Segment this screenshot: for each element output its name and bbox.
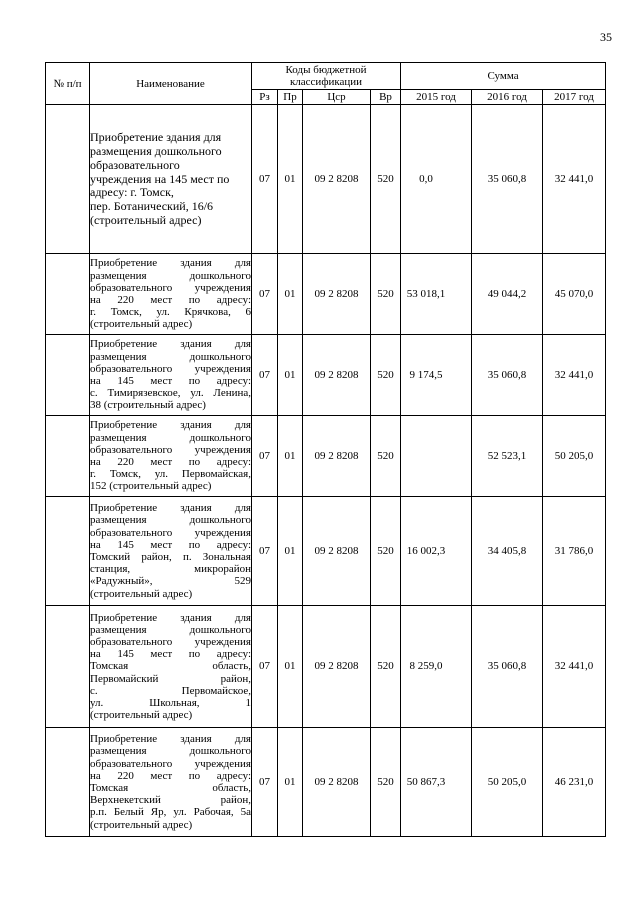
row-num-cell <box>46 728 90 837</box>
header-2015: 2015 год <box>401 90 472 105</box>
header-pr: Пр <box>278 90 303 105</box>
row-name-line: Томская область, <box>90 660 251 673</box>
table-header <box>46 63 606 105</box>
table-row <box>46 105 606 254</box>
header-num: № п/п <box>46 63 90 105</box>
row-sum-2017-cell: 46 231,0 <box>543 728 606 837</box>
row-name-line: (строительный адрес) <box>90 587 193 600</box>
row-name-line: Приобретение здания для <box>90 257 251 270</box>
row-name-line: (строительный адрес) <box>90 318 193 331</box>
row-vr-cell: 520 <box>371 606 401 728</box>
row-num-cell <box>46 606 90 728</box>
header-name: Наименование <box>90 63 252 105</box>
row-name-line: на 145 мест по адресу: <box>90 648 251 661</box>
row-csr-cell: 09 2 8208 <box>303 497 371 606</box>
row-name-line: размещения дошкольного <box>90 269 251 282</box>
row-sum-2017-cell: 45 070,0 <box>543 254 606 335</box>
row-name-line: размещения дошкольного <box>90 514 251 527</box>
row-name-line: адресу: г. Томск, <box>90 185 174 200</box>
header-rz: Рз <box>252 90 278 105</box>
row-pr-cell: 01 <box>278 497 303 606</box>
row-name-line: размещения дошкольного <box>90 623 251 636</box>
row-rz-cell: 07 <box>252 497 278 606</box>
row-csr-cell: 09 2 8208 <box>303 416 371 497</box>
row-sum-2015-cell: 53 018,1 <box>401 254 472 335</box>
row-name-line: Приобретение здания для <box>90 733 251 746</box>
row-rz-cell: 07 <box>252 416 278 497</box>
row-pr-cell: 01 <box>278 254 303 335</box>
row-name-line: образовательного учреждения <box>90 526 251 539</box>
row-pr-cell: 01 <box>278 105 303 254</box>
row-num-cell <box>46 497 90 606</box>
header-2016: 2016 год <box>472 90 543 105</box>
header-2017: 2017 год <box>543 90 606 105</box>
row-name-line: ул. Школьная, 1 <box>90 697 251 709</box>
row-vr-cell: 520 <box>371 728 401 837</box>
header-vr: Вр <box>371 90 401 105</box>
row-sum-2016-cell: 35 060,8 <box>472 335 543 416</box>
row-sum-2016-cell: 49 044,2 <box>472 254 543 335</box>
row-csr-cell: 09 2 8208 <box>303 728 371 837</box>
row-name-line: (строительный адрес) <box>90 213 202 228</box>
row-num-cell <box>46 105 90 254</box>
row-rz-cell: 07 <box>252 254 278 335</box>
row-sum-2016-cell: 52 523,1 <box>472 416 543 497</box>
row-rz-cell: 07 <box>252 335 278 416</box>
header-codes-group: Коды бюджетной классификации <box>252 63 401 90</box>
row-name-line: на 220 мест по адресу: <box>90 294 251 306</box>
row-num-cell <box>46 254 90 335</box>
row-name-line: образовательного учреждения <box>90 362 251 375</box>
row-name-line: на 145 мест по адресу: <box>90 375 251 387</box>
row-csr-cell: 09 2 8208 <box>303 335 371 416</box>
row-name-line: размещения дошкольного <box>90 143 222 158</box>
table-row <box>46 335 606 416</box>
table-row <box>46 497 606 606</box>
table-row <box>46 416 606 497</box>
row-sum-2016-cell: 50 205,0 <box>472 728 543 837</box>
row-name-line: Томский район, п. Зональная <box>90 551 251 563</box>
header-csr: Цср <box>303 90 371 105</box>
row-sum-2017-cell: 32 441,0 <box>543 105 606 254</box>
row-name-line: образовательного учреждения <box>90 443 251 456</box>
row-sum-2015-cell: 16 002,3 <box>401 497 472 606</box>
row-name-line: (строительный адрес) <box>90 818 193 831</box>
row-name-line: Приобретение здания для <box>90 338 251 351</box>
row-name-line: 152 (строительный адрес) <box>90 480 212 493</box>
row-rz-cell: 07 <box>252 728 278 837</box>
row-pr-cell: 01 <box>278 416 303 497</box>
header-sum-group: Сумма <box>401 63 606 90</box>
row-name-line: Приобретение здания для <box>90 129 222 144</box>
row-csr-cell: 09 2 8208 <box>303 606 371 728</box>
row-pr-cell: 01 <box>278 606 303 728</box>
row-name-line: с. Тимирязевское, ул. Ленина, <box>90 387 251 400</box>
row-name-line: образовательного учреждения <box>90 281 251 294</box>
page-number: 35 <box>600 30 612 44</box>
row-name-line: г. Томск, ул. Первомайская, <box>90 468 251 481</box>
row-name-line: г. Томск, ул. Крячкова, 6 <box>90 306 251 319</box>
row-rz-cell: 07 <box>252 606 278 728</box>
row-sum-2017-cell: 31 786,0 <box>543 497 606 606</box>
row-name-cell <box>90 416 252 497</box>
row-name-line: р.п. Белый Яр, ул. Рабочая, 5а <box>90 806 251 819</box>
row-vr-cell: 520 <box>371 254 401 335</box>
row-sum-2017-cell: 32 441,0 <box>543 606 606 728</box>
table-row <box>46 254 606 335</box>
row-name-line: Приобретение здания для <box>90 611 251 624</box>
row-num-cell <box>46 416 90 497</box>
row-name-line: Томская область, <box>90 782 251 794</box>
row-sum-2017-cell: 32 441,0 <box>543 335 606 416</box>
row-csr-cell: 09 2 8208 <box>303 105 371 254</box>
row-name-line: размещения дошкольного <box>90 431 251 444</box>
row-sum-2015-cell: 0,0 <box>401 105 472 254</box>
row-name-cell <box>90 606 252 728</box>
row-pr-cell: 01 <box>278 728 303 837</box>
row-name-line: Приобретение здания для <box>90 419 251 432</box>
row-vr-cell: 520 <box>371 497 401 606</box>
table-body <box>46 105 606 837</box>
table-row <box>46 728 606 837</box>
row-name-line: станция, микрорайон <box>90 563 251 576</box>
row-pr-cell: 01 <box>278 335 303 416</box>
row-sum-2016-cell: 35 060,8 <box>472 105 543 254</box>
row-csr-cell: 09 2 8208 <box>303 254 371 335</box>
row-name-cell <box>90 335 252 416</box>
row-vr-cell: 520 <box>371 105 401 254</box>
row-name-line: с. Первомайское, <box>90 684 251 697</box>
row-name-line: Приобретение здания для <box>90 502 251 515</box>
row-name-line: «Радужный», 529 <box>90 575 251 588</box>
row-sum-2015-cell: 9 174,5 <box>401 335 472 416</box>
row-sum-2015-cell <box>401 416 472 497</box>
row-name-cell <box>90 728 252 837</box>
budget-table <box>45 62 606 837</box>
row-name-cell <box>90 105 252 254</box>
row-sum-2015-cell: 8 259,0 <box>401 606 472 728</box>
row-num-cell <box>46 335 90 416</box>
row-sum-2015-cell: 50 867,3 <box>401 728 472 837</box>
row-rz-cell: 07 <box>252 105 278 254</box>
row-sum-2016-cell: 35 060,8 <box>472 606 543 728</box>
row-sum-2017-cell: 50 205,0 <box>543 416 606 497</box>
row-name-line: образовательного <box>90 157 180 172</box>
row-sum-2016-cell: 34 405,8 <box>472 497 543 606</box>
table-row <box>46 606 606 728</box>
row-name-line: Первомайский район, <box>90 672 251 685</box>
row-name-cell <box>90 254 252 335</box>
row-name-line: на 220 мест по адресу: <box>90 769 251 782</box>
row-name-line: размещения дошкольного <box>90 350 251 363</box>
row-name-line: на 145 мест по адресу: <box>90 538 251 551</box>
row-vr-cell: 520 <box>371 416 401 497</box>
row-name-line: образовательного учреждения <box>90 635 251 648</box>
row-name-line: на 220 мест по адресу: <box>90 456 251 468</box>
row-name-cell <box>90 497 252 606</box>
row-name-line: учреждения на 145 мест по <box>90 171 230 186</box>
row-name-line: Верхнекетский район, <box>90 794 251 807</box>
row-vr-cell: 520 <box>371 335 401 416</box>
row-name-line: пер. Ботанический, 16/6 <box>90 199 214 214</box>
row-name-line: размещения дошкольного <box>90 745 251 758</box>
row-name-line: (строительный адрес) <box>90 709 193 722</box>
row-name-line: образовательного учреждения <box>90 757 251 770</box>
row-name-line: 38 (строительный адрес) <box>90 399 206 412</box>
